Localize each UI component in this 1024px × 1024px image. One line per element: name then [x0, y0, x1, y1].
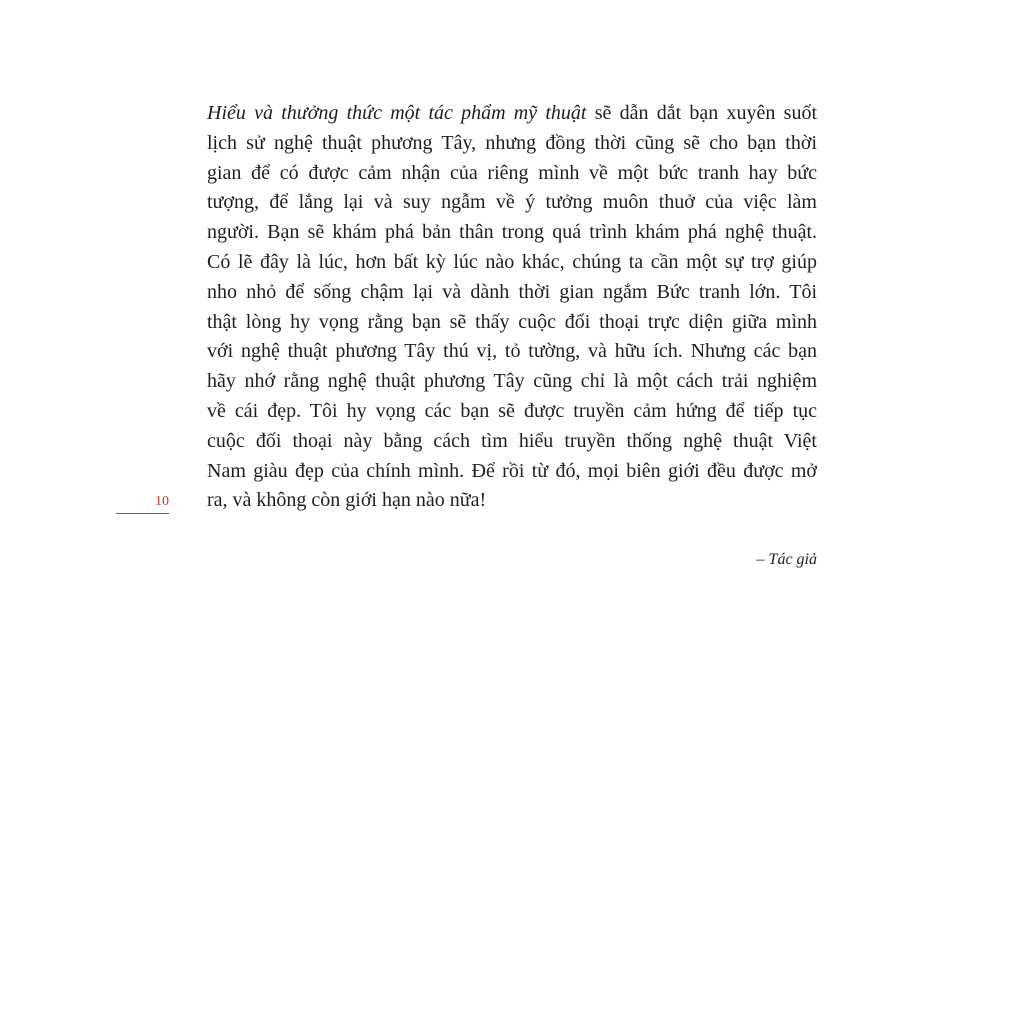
text-line: thật lòng hy vọng rằng bạn sẽ thấy cuộc đối thoại trực diện giữa mình — [207, 310, 817, 333]
text-line: Có lẽ đây là lúc, hơn bất kỳ lúc nào khác, chúng ta cần một sự trợ giúp — [207, 250, 817, 273]
body-text — [207, 99, 817, 516]
text-line: về cái đẹp. Tôi hy vọng các bạn sẽ được truyền cảm hứng để tiếp tục — [207, 399, 817, 422]
text-line: Hiểu và thưởng thức một tác phẩm mỹ thuật sẽ dẫn dắt bạn xuyên suốt — [207, 102, 817, 124]
text-line: cuộc đối thoại này bằng cách tìm hiểu truyền thống nghệ thuật Việt — [207, 429, 817, 452]
text-line: với nghệ thuật phương Tây thú vị, tỏ tường, và hữu ích. Nhưng các bạn — [207, 340, 817, 363]
text-line: tượng, để lắng lại và suy ngẫm về ý tưởng muôn thuở của việc làm — [207, 191, 817, 214]
attribution: – Tác giả — [756, 551, 817, 568]
text-line: gian để có được cảm nhận của riêng mình về một bức tranh hay bức — [207, 161, 817, 184]
text-line: ra, và không còn giới hạn nào nữa! — [207, 489, 487, 512]
text-line: lịch sử nghệ thuật phương Tây, nhưng đồng thời cũng sẽ cho bạn thời — [207, 131, 817, 154]
page-number-rule — [116, 513, 169, 514]
text-line: hãy nhớ rằng nghệ thuật phương Tây cũng chỉ là một cách trải nghiệm — [207, 370, 817, 393]
book-title-italic: Hiểu và thưởng thức một tác phẩm mỹ thuật — [207, 102, 587, 124]
text-line: nho nhỏ để sống chậm lại và dành thời gian ngắm Bức tranh lớn. Tôi — [207, 280, 817, 303]
page-number: 10 — [155, 494, 169, 509]
text-line: người. Bạn sẽ khám phá bản thân trong quá trình khám phá nghệ thuật. — [207, 221, 817, 244]
text-line: Nam giàu đẹp của chính mình. Để rồi từ đó, mọi biên giới đều được mở — [207, 459, 817, 482]
